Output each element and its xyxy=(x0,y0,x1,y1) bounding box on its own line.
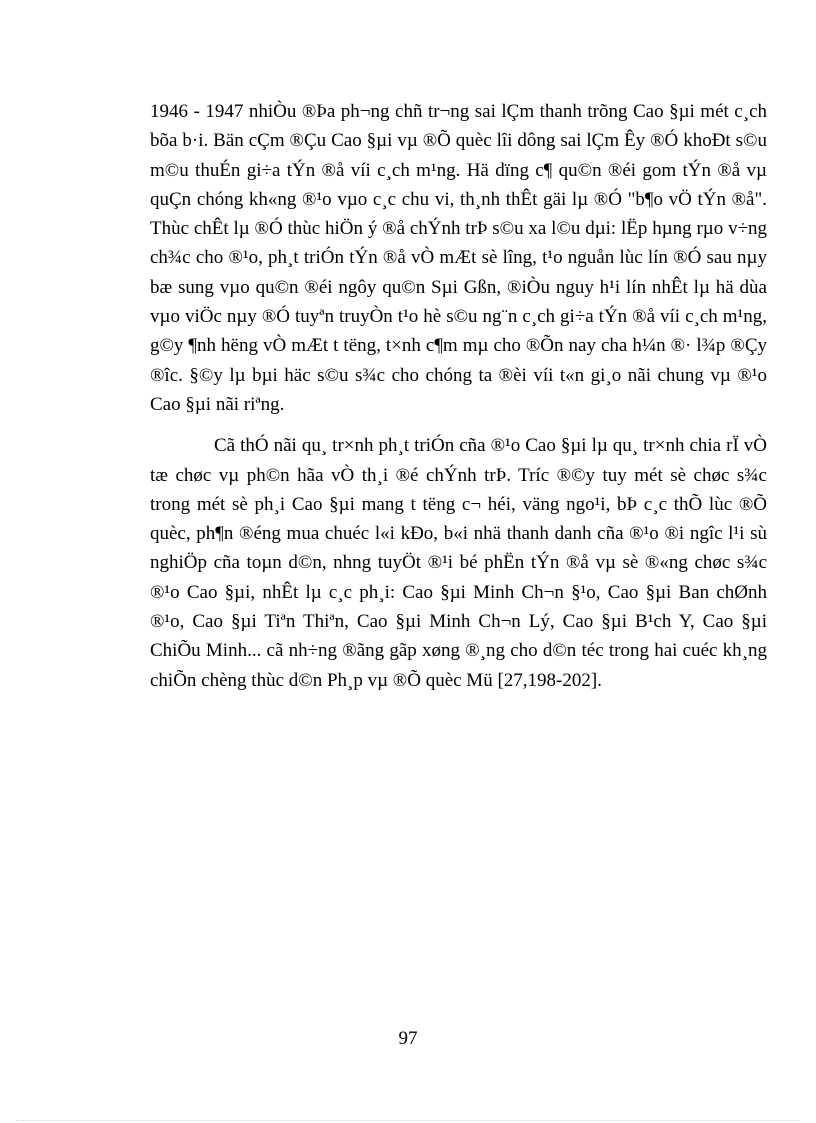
page-number: 97 xyxy=(398,1028,418,1049)
body-text xyxy=(150,97,767,695)
page-bottom-divider xyxy=(16,1120,800,1121)
paragraph-1: 1946 - 1947 nhiÒu ®Þa ph¬ng chñ tr¬ng sai lÇm thanh trõng Cao §µi mét c¸ch bõa b·i. Bän cÇm ®Çu Cao §µi vµ ®Õ quèc lîi dông sai lÇm Êy ®Ó khoÐt s©u m©u thuÉn gi÷a tÝn ®å víi c¸ch m¹ng. Hä dïng c¶ qu©n ®éi gom tÝn ®å vµ quÇn chóng kh«ng ®¹o vµo c¸c chu vi, th¸nh thÊt gäi lµ ®Ó "b¶o vÖ tÝn ®å". Thùc chÊt lµ ®Ó thùc hiÖn ý ®å chÝnh trÞ s©u xa l©u dµi: lËp hµng rµo v÷ng ch¾c cho ®¹o, ph¸t triÓn tÝn ®å vÒ mÆt sè lîng, t¹o nguån lùc lín ®Ó sau nµy bæ sung vµo qu©n ®éi ngôy qu©n Sµi Gßn, ®iÒu nguy h¹i lín nhÊt lµ hä dùa vµo viÖc nµy ®Ó tuyªn truyÒn t¹o hè s©u ng¨n c¸ch gi÷a tÝn ®å víi c¸ch m¹ng, g©y ¶nh hëng vÒ mÆt t tëng, t×nh c¶m mµ cho ®Õn nay cha h¼n ®· l¾p ®Çy ®îc. §©y lµ bµi häc s©u s¾c cho chóng ta ®èi víi t«n gi¸o nãi chung vµ ®¹o Cao §µi nãi riªng. xyxy=(150,101,767,415)
paragraph-2: Cã thÓ nãi qu¸ tr×nh ph¸t triÓn cña ®¹o Cao §µi lµ qu¸ tr×nh chia rÏ vÒ tæ chøc vµ ph©n hãa vÒ th¸i ®é chÝnh trÞ. Tríc ®©y tuy mét sè chøc s¾c trong mét sè ph¸i Cao §µi mang t tëng c¬ héi, väng ngo¹i, bÞ c¸c thÕ lùc ®Õ quèc, ph¶n ®éng mua chuéc l«i kÐo, b«i nhä thanh danh cña ®¹o ®i ngîc l¹i sù nghiÖp cña toµn d©n, nhng tuyÖt ®¹i bé phËn tÝn ®å vµ sè ®«ng chøc s¾c ®¹o Cao §µi, nhÊt lµ c¸c ph¸i: Cao §µi Minh Ch¬n §¹o, Cao §µi Ban chØnh ®¹o, Cao §µi Tiªn Thiªn, Cao §µi Minh Ch¬n Lý, Cao §µi B¹ch Y, Cao §µi ChiÕu Minh... cã nh÷ng ®ãng gãp xøng ®¸ng cho d©n téc trong hai cuéc kh¸ng chiÕn chèng thùc d©n Ph¸p vµ ®Õ quèc Mü [27,198-202]. xyxy=(150,435,767,691)
paragraph-gap xyxy=(150,419,767,431)
